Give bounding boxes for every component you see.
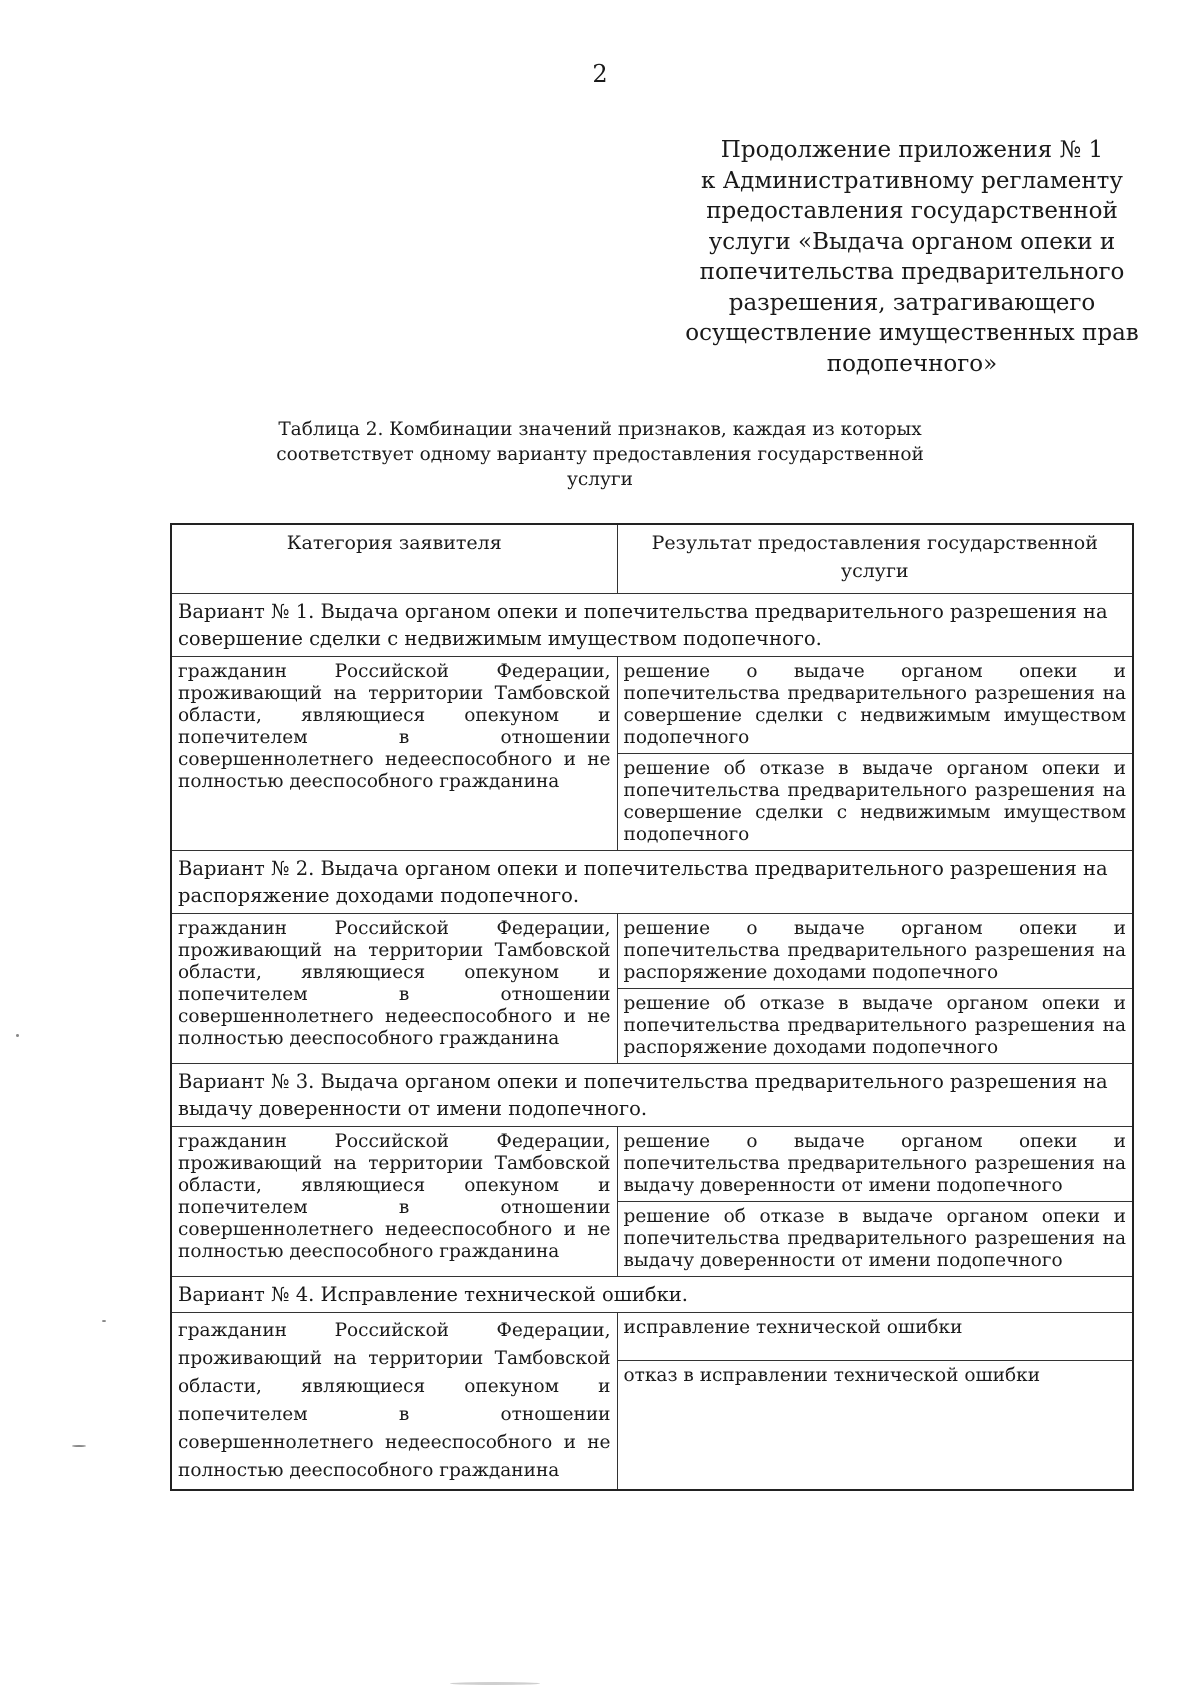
variant-4-category: гражданин Российской Федерации, проживающий на территории Тамбовской области, являющиеся опекуном и попечителем в отношении совершеннолетнего недееспособного и не полностью дееспособного гражданина	[171, 1313, 617, 1491]
table-row	[171, 657, 1133, 754]
appendix-line: осуществление имущественных прав	[685, 320, 1139, 346]
variant-4-title: Вариант № 4. Исправление технической ошибки.	[171, 1277, 1133, 1313]
variant-title-row	[171, 851, 1133, 914]
variant-title-row	[171, 594, 1133, 657]
appendix-line: к Административному регламенту	[701, 167, 1123, 194]
appendix-line: разрешения, затрагивающего	[728, 289, 1096, 316]
scan-noise	[16, 1034, 19, 1037]
header-category: Категория заявителя	[171, 524, 617, 594]
table-header-row	[171, 524, 1133, 594]
variant-title-row	[171, 1064, 1133, 1127]
variant-1-category: гражданин Российской Федерации, проживающий на территории Тамбовской области, являющиеся опекуном и попечителем в отношении совершеннолетнего недееспособного и не полностью дееспособного гражданина	[171, 657, 617, 851]
variant-4-result-positive: исправление технической ошибки	[617, 1313, 1133, 1361]
table-row	[171, 1127, 1133, 1202]
variant-3-title: Вариант № 3. Выдача органом опеки и попечительства предварительного разрешения на выдачу доверенности от имени подопечного.	[171, 1064, 1133, 1127]
appendix-line: Продолжение приложения № 1	[720, 137, 1104, 163]
header-result: Результат предоставления государственной услуги	[617, 524, 1133, 594]
variant-2-result-refusal: решение об отказе в выдаче органом опеки и попечительства предварительного разрешения на распоряжение доходами подопечного	[617, 989, 1133, 1064]
variant-2-title: Вариант № 2. Выдача органом опеки и попечительства предварительного разрешения на распоряжение доходами подопечного.	[171, 851, 1133, 914]
page-number: 2	[592, 60, 608, 88]
scan-noise	[102, 1320, 106, 1322]
variant-1-result-refusal: решение об отказе в выдаче органом опеки и попечительства предварительного разрешения на совершение сделки с недвижимым имуществом подопечного	[617, 754, 1133, 851]
table-caption-line: соответствует одному варианту предоставления государственной	[276, 444, 924, 465]
variant-4-result-refusal: отказ в исправлении технической ошибки	[617, 1361, 1133, 1491]
variant-1-title: Вариант № 1. Выдача органом опеки и попечительства предварительного разрешения на совершение сделки с недвижимым имуществом подопечного.	[171, 594, 1133, 657]
variant-3-category: гражданин Российской Федерации, проживающий на территории Тамбовской области, являющиеся опекуном и попечителем в отношении совершеннолетнего недееспособного и не полностью дееспособного гражданина	[171, 1127, 617, 1277]
scan-noise	[72, 1445, 86, 1447]
table-caption	[270, 417, 930, 492]
variant-3-result-refusal: решение об отказе в выдаче органом опеки и попечительства предварительного разрешения на выдачу доверенности от имени подопечного	[617, 1202, 1133, 1277]
appendix-line: попечительства предварительного	[699, 259, 1125, 285]
table-row	[171, 1313, 1133, 1361]
scan-noise	[450, 1682, 540, 1685]
variant-2-category: гражданин Российской Федерации, проживающий на территории Тамбовской области, являющиеся опекуном и попечителем в отношении совершеннолетнего недееспособного и не полностью дееспособного гражданина	[171, 914, 617, 1064]
table-caption-line: Таблица 2. Комбинации значений признаков, каждая из которых	[278, 419, 922, 440]
appendix-line: услуги «Выдача органом опеки и	[708, 228, 1116, 255]
variants-table	[170, 523, 1134, 1491]
variant-1-result-positive: решение о выдаче органом опеки и попечительства предварительного разрешения на совершение сделки с недвижимым имуществом подопечного	[617, 657, 1133, 754]
table-caption-line: услуги	[567, 469, 633, 490]
table-row	[171, 914, 1133, 989]
appendix-line: подопечного»	[826, 350, 998, 377]
variant-title-row	[171, 1277, 1133, 1313]
appendix-header	[684, 135, 1140, 379]
appendix-line: предоставления государственной	[706, 198, 1118, 224]
variant-2-result-positive: решение о выдаче органом опеки и попечительства предварительного разрешения на распоряжение доходами подопечного	[617, 914, 1133, 989]
variant-3-result-positive: решение о выдаче органом опеки и попечительства предварительного разрешения на выдачу доверенности от имени подопечного	[617, 1127, 1133, 1202]
